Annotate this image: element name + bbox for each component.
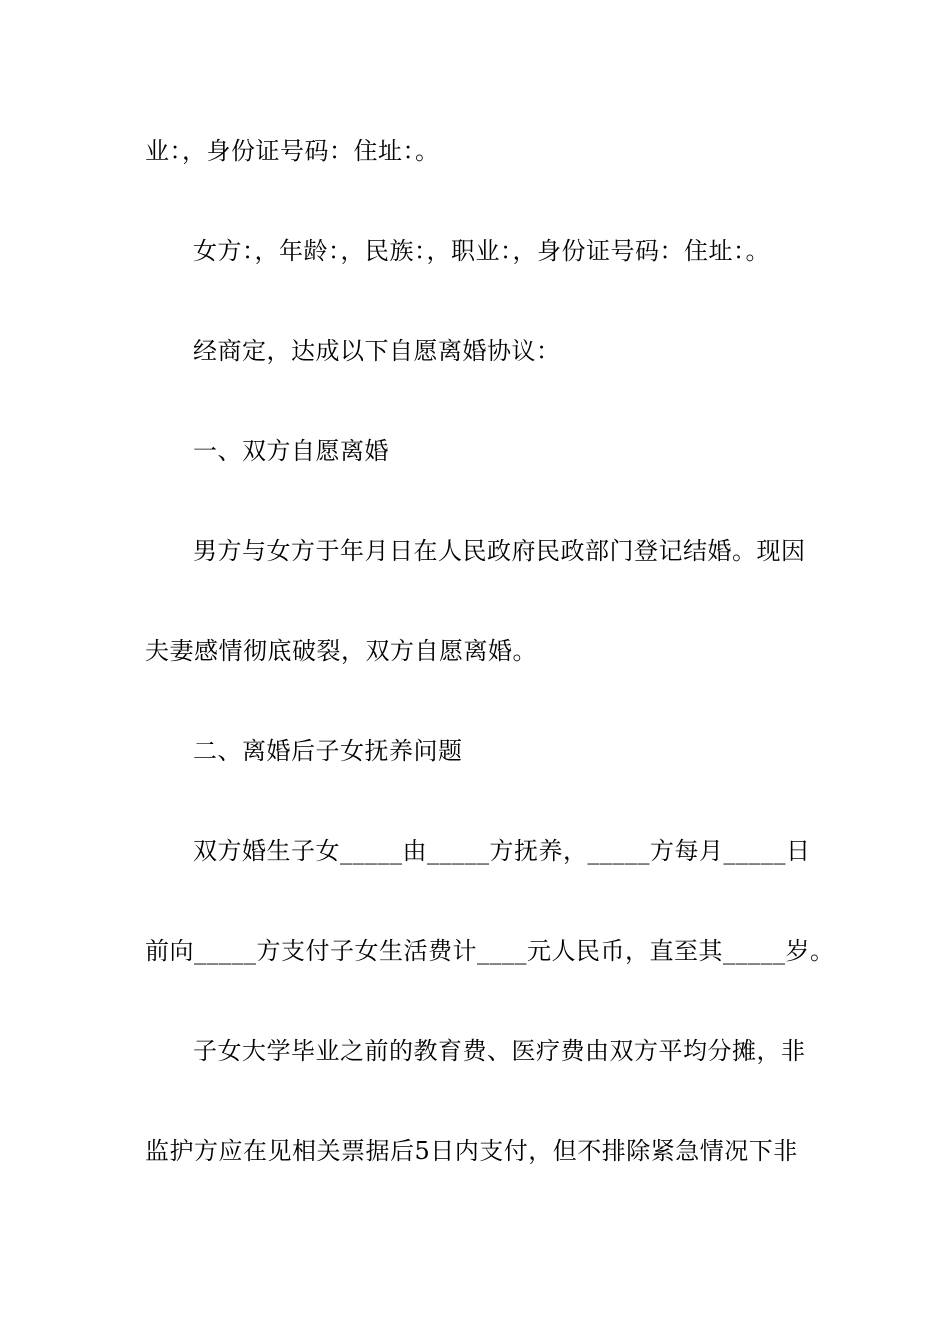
text-line-marriage-registration: 男方与女方于年月日在人民政府民政部门登记结婚。现因	[193, 537, 806, 565]
text-line-relationship-breakdown: 夫妻感情彻底破裂，双方自愿离婚。	[145, 637, 537, 665]
text-line-custody-terms: 双方婚生子女_____由_____方抚养，_____方每月_____日	[193, 837, 811, 865]
section-heading-child-custody: 二、离婚后子女抚养问题	[193, 737, 463, 765]
text-line-wife-info: 女方：，年龄：，民族：，职业：，身份证号码：住址：。	[193, 237, 770, 265]
text-line-payment-terms: 监护方应在见相关票据后5日内支付，但不排除紧急情况下非	[145, 1137, 798, 1165]
text-line-education-medical-costs: 子女大学毕业之前的教育费、医疗费由双方平均分摊，非	[193, 1037, 806, 1065]
text-line-child-support: 前向_____方支付子女生活费计____元人民币，直至其_____岁。	[145, 937, 835, 965]
text-line-agreement-intro: 经商定，达成以下自愿离婚协议：	[193, 337, 561, 365]
section-heading-voluntary-divorce: 一、双方自愿离婚	[193, 437, 389, 465]
text-line-address-continued: 业：，身份证号码：住址：。	[145, 137, 440, 165]
